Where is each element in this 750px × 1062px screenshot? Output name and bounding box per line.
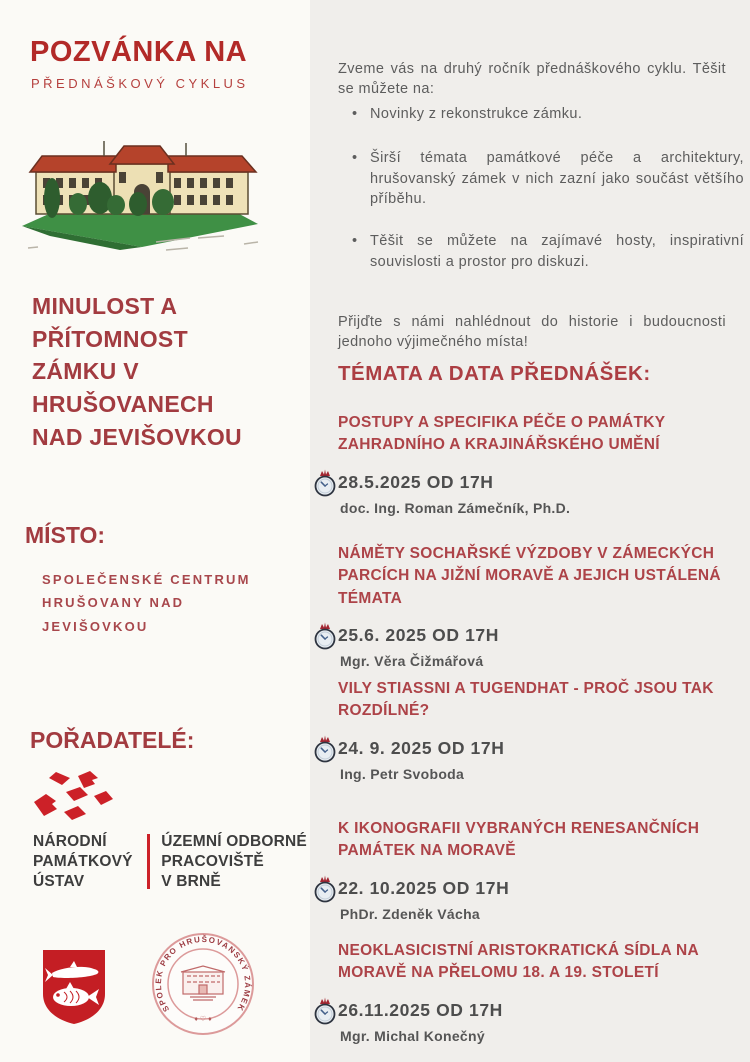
lecture-datetime: 24. 9. 2025 OD 17H [338, 737, 505, 758]
lecture-item [338, 818, 730, 922]
bullet-item: • Širší témata památkové péče a architektury, hrušovanský zámek v nich zazní jako součást většího příběhu. [350, 148, 744, 210]
spolek-ring-text: SPOLEK PRO HRUŠOVANSKÝ ZÁMEK [153, 934, 253, 1014]
lecture-item [338, 678, 730, 782]
lecture-datetime: 28.5.2025 OD 17H [338, 471, 494, 492]
lecture-item [338, 412, 730, 516]
spolek-ornament: ♦ ♡ ♦ [194, 1016, 212, 1023]
lecture-datetime: 26.11.2025 OD 17H [338, 999, 503, 1020]
place-label: MÍSTO: [25, 522, 106, 548]
right-column [310, 0, 750, 1062]
lecture-datetime: 25.6. 2025 OD 17H [338, 625, 499, 646]
lecture-title: NÁMĚTY SOCHAŘSKÉ VÝZDOBY V ZÁMECKÝCH PARCÍCH NA JIŽNÍ MORAVĚ A JEJICH USTÁLENÁ TÉMATA [338, 545, 721, 607]
lecture-speaker: Mgr. Michal Konečný [340, 1027, 485, 1044]
bullet-item: • Těšit se můžete na zajímavé hosty, inspirativní souvislosti a prostor pro diskuzi. [350, 231, 744, 272]
alarm-clock-icon [312, 468, 338, 498]
lecture-title: VILY STIASSNI A TUGENDHAT - PROČ JSOU TAK ROZDÍLNÉ? [338, 680, 714, 720]
fish-coat-of-arms-icon [40, 948, 108, 1026]
lecture-speaker: PhDr. Zdeněk Vácha [340, 905, 481, 922]
lecture-item [338, 940, 730, 1044]
npu-text-block [33, 832, 307, 891]
npu-name: NÁRODNÍ PAMÁTKOVÝ ÚSTAV [33, 833, 133, 890]
event-title: MINULOST A PŘÍTOMNOST ZÁMKU V HRUŠOVANECH NAD JEVIŠOVKOU [32, 293, 242, 450]
npu-divider [147, 834, 151, 889]
lecture-date-row [338, 1000, 730, 1021]
alarm-clock-icon [312, 734, 338, 764]
place-value: SPOLEČENSKÉ CENTRUM HRUŠOVANY NAD JEVIŠOVKOU [42, 572, 251, 634]
organizers-label: POŘADATELÉ: [30, 727, 195, 753]
lecture-title: POSTUPY A SPECIFIKA PÉČE O PAMÁTKY ZAHRADNÍHO A KRAJINÁŘSKÉHO UMĚNÍ [338, 414, 666, 454]
lecture-datetime: 22. 10.2025 OD 17H [338, 877, 510, 898]
alarm-clock-icon [312, 621, 338, 651]
lecture-date-row [338, 878, 730, 899]
poster-title: POZVÁNKA NA [30, 36, 248, 68]
lecture-title: NEOKLASICISTNÍ ARISTOKRATICKÁ SÍDLA NA MORAVĚ NA PŘELOMU 18. A 19. STOLETÍ [338, 942, 699, 982]
intro-paragraph: Zveme vás na druhý ročník přednáškového cyklu. Těšit se můžete na: [338, 60, 726, 97]
lecture-item [338, 543, 730, 669]
lecture-speaker: doc. Ing. Roman Zámečník, Ph.D. [340, 499, 571, 516]
bullet-item: • Novinky z rekonstrukce zámku. [350, 104, 744, 125]
npu-logo-icon [26, 768, 118, 828]
lecture-date-row [338, 738, 730, 759]
alarm-clock-icon [312, 874, 338, 904]
poster-subtitle: PŘEDNÁŠKOVÝ CYKLUS [31, 76, 249, 91]
schedule-heading: TÉMATA A DATA PŘEDNÁŠEK: [338, 362, 651, 385]
npu-department: ÚZEMNÍ ODBORNÉ PRACOVIŠTĚ V BRNĚ [161, 833, 307, 890]
spolek-circular-logo-icon [150, 931, 256, 1037]
lecture-date-row [338, 625, 730, 646]
alarm-clock-icon [312, 996, 338, 1026]
lecture-speaker: Mgr. Věra Čižmářová [340, 653, 484, 670]
outro-paragraph: Přijďte s námi nahlédnout do historie i budoucnosti jednoho výjimečného místa! [338, 313, 726, 350]
lecture-speaker: Ing. Petr Svoboda [340, 765, 465, 782]
lecture-date-row [338, 472, 730, 493]
castle-illustration [16, 132, 270, 262]
lecture-title: K IKONOGRAFII VYBRANÝCH RENESANČNÍCH PAMÁTEK NA MORAVĚ [338, 820, 700, 860]
left-column [0, 0, 310, 1062]
